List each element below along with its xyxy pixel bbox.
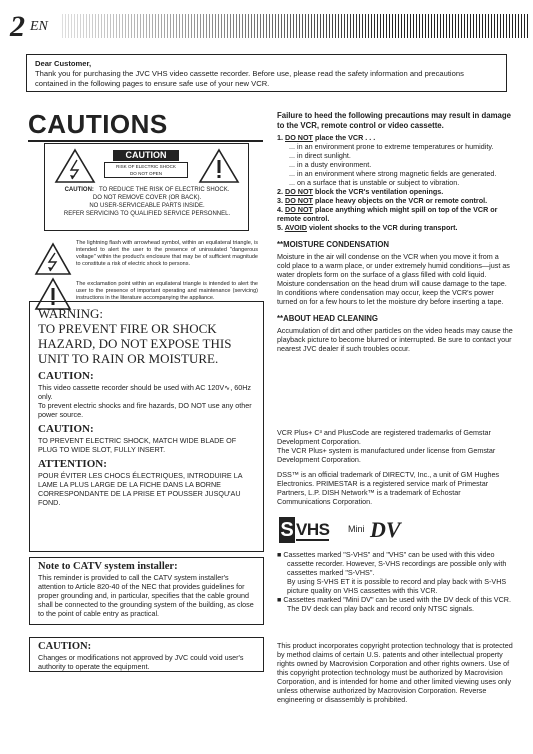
cautions-title: CAUTIONS [28, 109, 168, 139]
warning-title: WARNING: [38, 306, 103, 321]
item5-text: violent shocks to the VCR during transport. [308, 223, 458, 232]
item3-text: place heavy objects on the VCR or remote control. [314, 196, 488, 205]
item3-number: 3. [277, 196, 283, 205]
plug-caution-heading: CAUTION: [38, 423, 94, 435]
dear-customer-body: Thank you for purchasing the JVC VHS video cassette recorder. Before use, please read the safety information and precautions contained in the following pages to ensure safe use of your new VCR. [35, 69, 464, 88]
warning-box [29, 301, 264, 552]
item2-number: 2. [277, 187, 283, 196]
item1-sub2: ... in direct sunlight. [289, 151, 351, 160]
lightning-explanation-text: The lightning flash with arrowhead symbol, within an equilateral triangle, is intended to alert the user to the presence of uninsulated "dangerous voltage" within the product's enclosure that may be of sufficient magnitude to constitute a risk of electric shock to persons. [76, 240, 258, 267]
exclamation-warning-icon [198, 148, 240, 184]
trademark-license: The VCR Plus+ system is manufactured under license from Gemstar Development Corporation. [277, 446, 496, 464]
item2-emphasis: DO NOT [285, 187, 313, 196]
dear-customer-title: Dear Customer, [35, 59, 92, 68]
cassette-bullet-minidv [277, 595, 513, 613]
label-line4: REFER SERVICING TO QUALIFIED SERVICE PERSONNEL. [63, 211, 231, 217]
power-caution-heading: CAUTION: [38, 370, 94, 382]
trademarks-section [277, 428, 513, 506]
failure-heading: Failure to heed the following precautions may result in damage to the VCR, remote control or video cassette. [277, 111, 511, 130]
plug-caution-text: TO PREVENT ELECTRIC SHOCK, MATCH WIDE BLADE OF PLUG TO WIDE SLOT, FULLY INSERT. [38, 436, 237, 454]
cassette-minidv-text: Cassettes marked "Mini DV" can be used with the DV deck of this VCR. The DV deck can play back and record only NTSC signals. [283, 595, 511, 613]
catv-note-heading: Note to CATV system installer: [38, 561, 178, 572]
item4-text: place anything which might spill on top of the VCR or remote control. [277, 205, 498, 223]
cassette-svhs-text: Cassettes marked "S-VHS" and "VHS" can be used with this video cassette recorder. However, S-VHS recordings are possible only with cassettes marked "S-VHS". [283, 550, 507, 577]
lightning-symbol-icon [34, 242, 72, 276]
precautions-section [277, 111, 513, 353]
head-cleaning-heading: **ABOUT HEAD CLEANING [277, 314, 378, 323]
power-caution-text: This video cassette recorder should be used with AC 120V∿, 60Hz only. [38, 383, 251, 401]
label-caution-heading: CAUTION [113, 150, 179, 161]
mini-dv-logo [348, 517, 408, 544]
cassette-bullet-svhs [277, 550, 513, 577]
item1-sub5: ... on a surface that is unstable or subject to vibration. [289, 178, 460, 187]
lightning-warning-icon [54, 148, 96, 184]
item1-text: place the VCR . . . [314, 133, 376, 142]
cassette-svhs-et-text: By using S-VHS ET it is possible to record and play back with S-VHS picture quality on VHS cassettes with this VCR. [287, 577, 507, 595]
label-caution-text [48, 186, 246, 218]
label-sub-line2: DO NOT OPEN [129, 171, 163, 176]
item4-emphasis: DO NOT [285, 205, 313, 214]
cassettes-section [277, 550, 513, 613]
catv-note-box [29, 557, 264, 625]
label-line3: NO USER-SERVICEABLE PARTS INSIDE. [89, 203, 205, 209]
item4-number: 4. [277, 205, 283, 214]
item1-sub4: ... in an environment where strong magnetic fields are generated. [289, 169, 497, 178]
warning-subtitle: TO PREVENT FIRE OR SHOCK HAZARD, DO NOT EXPOSE THIS UNIT TO RAIN OR MOISTURE. [38, 321, 232, 366]
item1-emphasis: DO NOT [285, 133, 313, 142]
modification-caution-heading: CAUTION: [38, 641, 92, 652]
modification-caution-box [29, 637, 264, 672]
catv-note-text: This reminder is provided to call the CATV system installer's attention to Article 820-40 of the NEC that provides guidelines for proper grounding and, in particular, specifies that the cable ground shall be connected to the grounding system of the building, as close to the point of cable entry as practical. [38, 573, 254, 618]
item2-text: block the VCR's ventilation openings. [314, 187, 444, 196]
mini-dv-logo-mini: Mini [348, 524, 365, 534]
header-stripe-fade [62, 14, 528, 38]
attention-text: POUR ÉVITER LES CHOCS ÉLECTRIQUES, INTRODUIRE LA LAME LA PLUS LARGE DE LA FICHE DANS LA BORNE CORRESPONDANTE DE LA PRISE ET POUSSER JUSQU'AU FOND. [38, 471, 243, 507]
label-line2: DO NOT REMOVE COVER (OR BACK). [92, 195, 202, 201]
trademark-dss: DSS™ is an official trademark of DIRECTV, Inc., a unit of GM Hughes Electronics. PRIMESTAR is a registered service mark of Primestar Partners, L.P. DISH Network™ is a trademark of Echostar Communications Corporation. [277, 470, 500, 506]
moisture-heading: **MOISTURE CONDENSATION [277, 240, 390, 249]
item1-number: 1. [277, 133, 283, 142]
exclamation-explanation [30, 281, 265, 301]
dear-customer-box [26, 54, 507, 92]
label-line1: TO REDUCE THE RISK OF ELECTRIC SHOCK. [98, 187, 230, 193]
item5-emphasis: AVOID [284, 223, 307, 232]
page-language: EN [30, 19, 48, 34]
moisture-text: Moisture in the air will condense on the VCR when you move it from a cold place to a warm place, or under extremely humid conditions—just as water droplets form on the surface of a glass filled with cold liquid. Moisture condensation on the head drum will cause damage to the tape. In conditions where condensation may occur, keep the VCR's power turned on for a few hours to let the moisture dry before inserting a tape. [277, 252, 510, 306]
bullet-square-icon: ■ [277, 595, 282, 604]
power-caution-text-2: To prevent electric shocks and fire hazards, DO NOT use any other power source. [38, 401, 252, 419]
mini-dv-logo-dv: DV [370, 517, 401, 542]
lightning-explanation [30, 240, 265, 280]
item3-emphasis: DO NOT [285, 196, 313, 205]
exclamation-explanation-text: The exclamation point within an equilateral triangle is intended to alert the user to the presence of important operating and maintenance (servicing) instructions in the literature accompanying the appliance. [76, 281, 258, 301]
item1-sub1: ... in an environment prone to extreme temperatures or humidity. [289, 142, 494, 151]
label-sub-line1: RISK OF ELECTRIC SHOCK [116, 164, 176, 169]
modification-caution-text: Changes or modifications not approved by JVC could void user's authority to operate the equipment. [38, 653, 244, 671]
page-number: 2 [10, 10, 25, 43]
title-rule [28, 140, 263, 142]
attention-heading: ATTENTION: [38, 458, 107, 470]
trademark-vcrplus: VCR Plus+ C³ and PlusCode are registered trademarks of Gemstar Development Corporation. [277, 428, 491, 446]
label-caution-sub [104, 162, 188, 178]
item5-number: 5. [277, 223, 283, 232]
head-cleaning-text: Accumulation of dirt and other particles on the video heads may cause the playback picture to become blurred or interrupted. Be sure to contact your nearest JVC dealer if such troubles occur. [277, 326, 513, 353]
label-caution-prefix: CAUTION: [64, 187, 94, 193]
item1-sub3: ... in a dusty environment. [289, 160, 372, 169]
bullet-square-icon: ■ [277, 550, 282, 559]
svhs-logo: S VHS [280, 519, 330, 541]
macrovision-notice: This product incorporates copyright protection technology that is protected by method claims of certain U.S. patents and other intellectual property rights owned by Macrovision Corporation and other rights owners. Use of this copyright protection technology must be authorized by Macrovision Corporation, and is intended for home and other limited viewing uses only unless otherwise authorized by Macrovision Corporation. Reverse engineering or disassembly is prohibited. [277, 641, 513, 704]
